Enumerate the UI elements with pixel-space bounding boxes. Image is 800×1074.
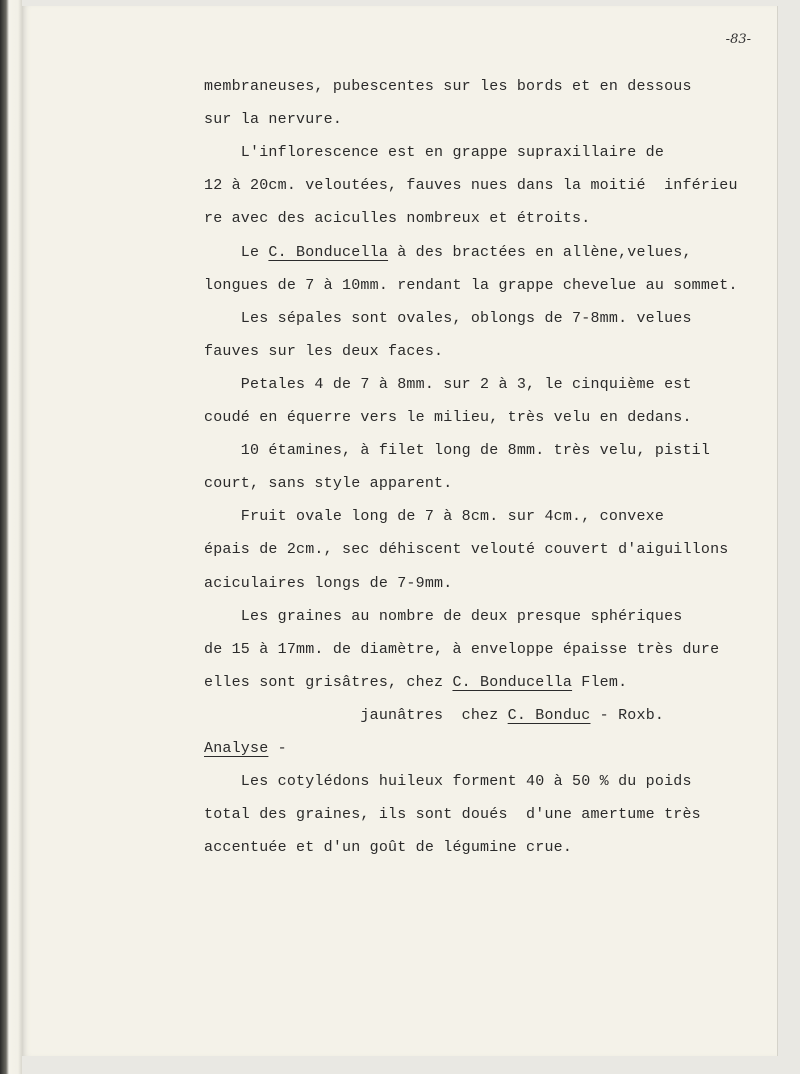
text-line	[204, 78, 692, 95]
text-line	[204, 177, 738, 194]
line-text: - Roxb.	[590, 706, 665, 724]
page-number: -83-	[725, 32, 751, 47]
line-text: fauves sur les deux faces.	[204, 342, 444, 360]
text-line	[204, 508, 664, 525]
line-text: épais de 2cm., sec déhiscent velouté couvert d'aiguillons	[204, 541, 729, 559]
line-text: re avec des aciculles nombreux et étroits.	[204, 210, 591, 228]
text-line	[204, 806, 701, 823]
line-text: 10 étamines, à filet long de 8mm. très velu, pistil	[204, 442, 711, 460]
text-line	[204, 575, 452, 592]
text-line	[204, 343, 443, 360]
line-text: L'inflorescence est en grappe supraxillaire de	[204, 144, 665, 162]
line-text: aciculaires longs de 7-9mm.	[204, 574, 453, 592]
text-line	[204, 277, 738, 294]
text-line	[204, 674, 627, 691]
text-line	[204, 376, 692, 393]
line-text: court, sans style apparent.	[204, 475, 453, 493]
line-text: de 15 à 17mm. de diamètre, à enveloppe épaisse très dure	[204, 640, 720, 658]
text-line	[204, 608, 682, 625]
text-line	[204, 740, 287, 757]
text-line	[204, 541, 728, 558]
book-binding-edge	[0, 0, 22, 1074]
line-text: Petales 4 de 7 à 8mm. sur 2 à 3, le cinquième est	[204, 375, 692, 393]
text-line	[204, 707, 664, 724]
text-line	[204, 641, 719, 658]
text-line	[204, 409, 692, 426]
line-text: à des bractées en allène,velues,	[388, 243, 692, 261]
text-line	[204, 839, 572, 856]
text-line	[204, 244, 692, 261]
line-text: jaunâtres chez	[204, 706, 508, 724]
underlined-text: C. Bonducella	[268, 243, 389, 261]
line-text: Flem.	[572, 673, 628, 691]
document-page	[22, 6, 778, 1056]
line-text: coudé en équerre vers le milieu, très velu en dedans.	[204, 409, 692, 426]
line-text: Le	[204, 243, 269, 261]
line-text: Les sépales sont ovales, oblongs de 7-8mm. velues	[204, 309, 692, 327]
line-text: total des graines, ils sont doués d'une amertume très	[204, 806, 701, 824]
line-text: accentuée et d'un goût de légumine crue.	[204, 839, 573, 857]
line-text: sur la nervure.	[204, 111, 343, 129]
line-text: 12 à 20cm. veloutées, fauves nues dans la moitié inférieu	[204, 177, 738, 195]
underlined-text: Analyse	[204, 740, 269, 757]
line-text: Les graines au nombre de deux presque sphériques	[204, 607, 683, 625]
text-line	[204, 111, 342, 128]
line-text: elles sont grisâtres, chez	[204, 673, 453, 691]
line-text: longues de 7 à 10mm. rendant la grappe chevelue au sommet.	[204, 276, 738, 294]
text-line	[204, 310, 692, 327]
text-line	[204, 144, 664, 161]
underlined-text: C. Bonducella	[452, 673, 573, 691]
line-text: membraneuses, pubescentes sur les bords et en dessous	[204, 78, 692, 95]
underlined-text: C. Bonduc	[507, 706, 591, 724]
line-text: -	[268, 740, 287, 757]
text-line	[204, 442, 710, 459]
text-line	[204, 773, 692, 790]
text-line	[204, 475, 452, 492]
text-line	[204, 210, 590, 227]
line-text: Les cotylédons huileux forment 40 à 50 % du poids	[204, 773, 692, 791]
line-text: Fruit ovale long de 7 à 8cm. sur 4cm., convexe	[204, 508, 665, 526]
